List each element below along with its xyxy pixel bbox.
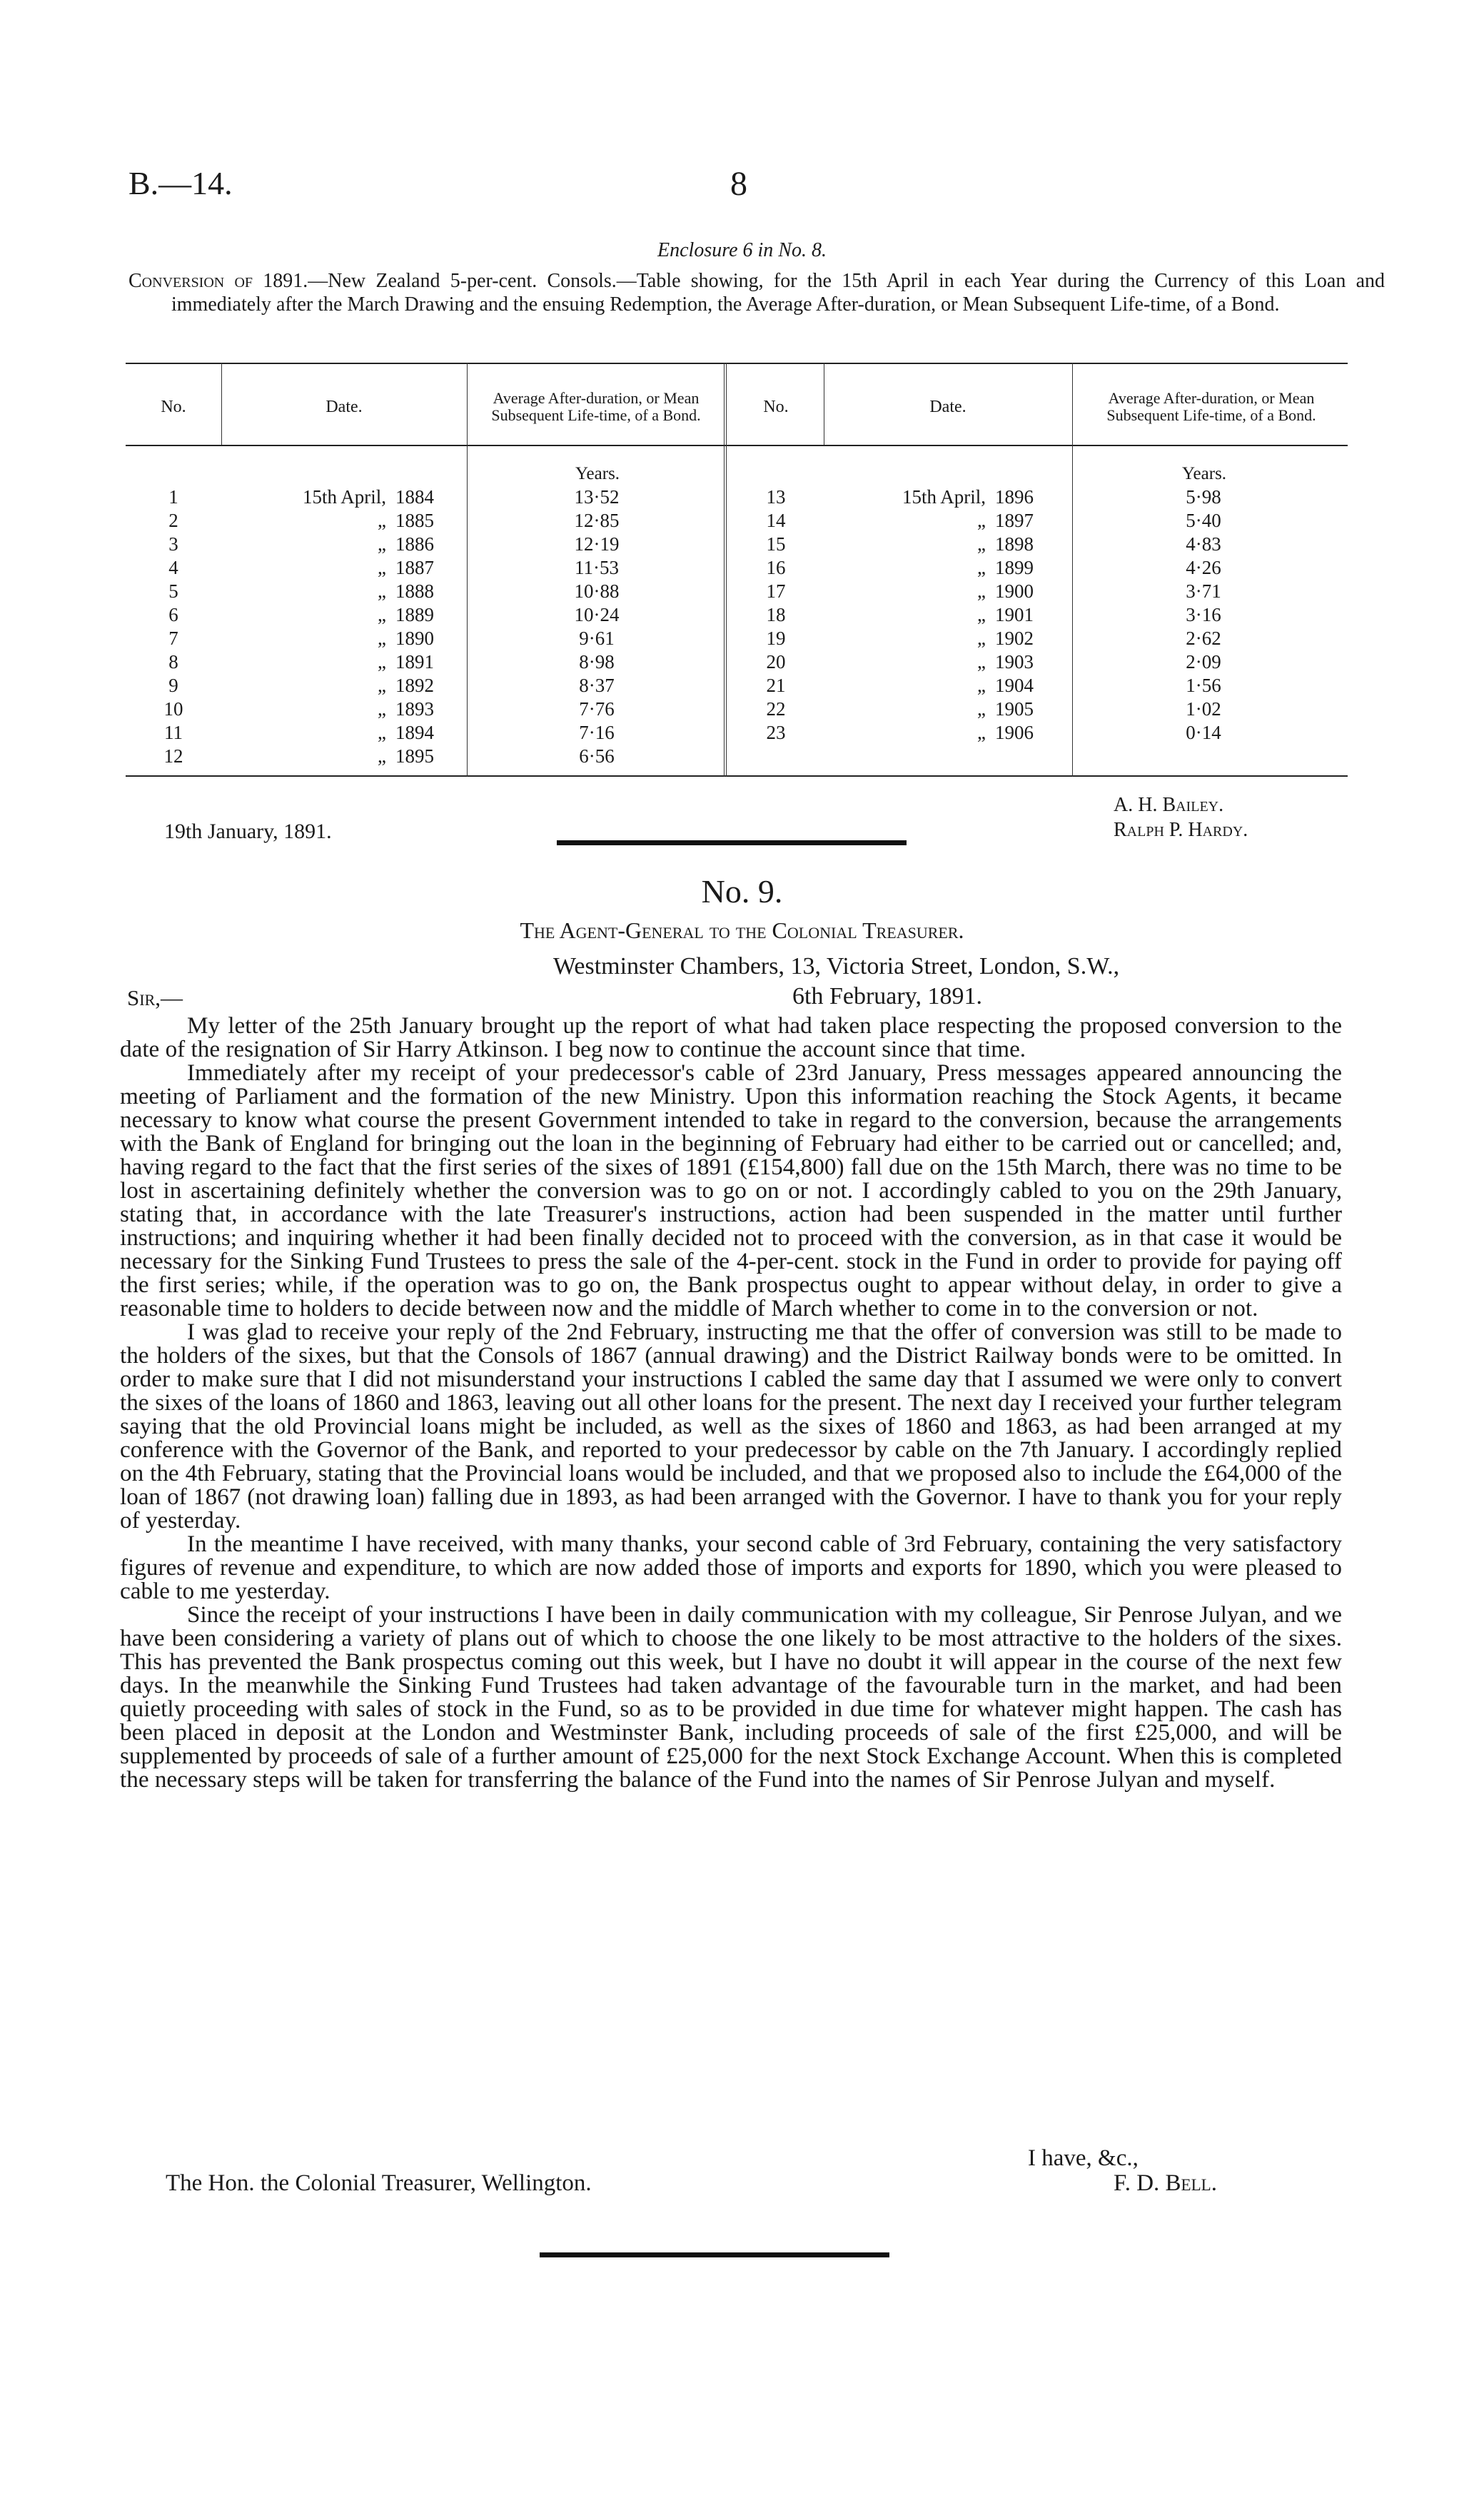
- table-cell-year: 1888: [395, 580, 434, 602]
- table-cell-date-prefix: „: [378, 651, 386, 673]
- table-cell-year: 1889: [395, 604, 434, 625]
- table-cell-no: 23: [766, 722, 786, 743]
- table-cell-date-prefix: 15th April,: [302, 486, 386, 508]
- table-cell-date-prefix: „: [977, 533, 986, 555]
- table-cell-no: 4: [168, 557, 178, 578]
- years-label-left: Years.: [575, 464, 620, 483]
- left-no-column: [126, 485, 221, 768]
- enclosure-signatories: [1114, 792, 1248, 842]
- table-cell-no: 17: [766, 580, 786, 602]
- table-cell-value: 12·85: [574, 510, 620, 531]
- header-no-right: No.: [763, 398, 789, 416]
- table-cell-date-prefix: „: [378, 722, 386, 743]
- table-cell-value: 10·24: [574, 604, 620, 625]
- right-value-column: [1146, 485, 1261, 745]
- table-cell-no: 9: [168, 675, 178, 696]
- table-cell-year: 1891: [395, 651, 434, 673]
- caption-text: —New Zealand 5-per-cent. Consols.—Table showing, for the 15th April in each Year during the Currency of this Loan and immediately after the March Drawing and the ensuing Redemption, the Average After-duration, or Mean Subsequent Life-time, of a Bond.: [171, 270, 1385, 316]
- table-cell-date-prefix: „: [977, 722, 986, 743]
- letter-signature: F. D. Bell.: [1114, 2170, 1217, 2196]
- table-cell-date-prefix: „: [378, 604, 386, 625]
- left-value-column: [540, 485, 654, 768]
- table-cell-no: 11: [164, 722, 183, 743]
- table-cell-value: 13·52: [574, 486, 620, 508]
- table-cell-no: 16: [766, 557, 786, 578]
- table-cell-date-prefix: „: [977, 651, 986, 673]
- table-cell-year: 1904: [995, 675, 1034, 696]
- table-cell-no: 10: [163, 698, 183, 720]
- enclosure-title: Enclosure 6 in No. 8.: [657, 239, 827, 261]
- table-cell-value: 0·14: [1186, 722, 1221, 743]
- table-cell-no: 6: [168, 604, 178, 625]
- years-label-right: Years.: [1182, 464, 1227, 483]
- table-cell-year: 1884: [395, 486, 434, 508]
- table-cell-no: 12: [163, 745, 183, 767]
- table-cell-value: 12·19: [574, 533, 620, 555]
- table-cell-date-prefix: „: [977, 698, 986, 720]
- table-cell-date-prefix: „: [977, 510, 986, 531]
- table-cell-value: 1·02: [1186, 698, 1221, 720]
- table-top-rule: [126, 363, 1348, 364]
- section-separator: [557, 840, 907, 845]
- left-date-prefix-column: [233, 485, 386, 768]
- letter-addressee: The Hon. the Colonial Treasurer, Wellington.: [166, 2170, 592, 2196]
- table-cell-year: 1894: [395, 722, 434, 743]
- letter-paragraph: Immediately after my receipt of your predecessor's cable of 23rd January, Press messages appeared announcing the meeting of Parliament and the formation of the new Ministry. Upon this information reaching the Stock Agents, it became necessary to know what course the present Government intended to take in regard to the conversion, because the arrangements with the Bank of England for bringing out the loan in the beginning of February had either to be carried out or cancelled; and, having regard to the fact that the first series of the sixes of 1891 (£154,800) fall due on the 15th March, there was no time to be lost in ascertaining definitely whether the conversion was to go on or not. I accordingly cabled to you on the 29th January, stating that, in accordance with the late Treasurer's instructions, action had been suspended in the matter until further instructions; and inquiring whether it had been finally decided not to proceed with the conversion, as in that case it would be necessary for the Sinking Fund Trustees to press the sale of the 4-per-cent. stock in the Fund in order to provide for paying off the first series; while, if the operation was to go on, the Bank prospectus ought to appear without delay, in order to give a reasonable time to holders to decide between now and the middle of March whether to come in to the conversion or not.: [120, 1059, 1342, 1321]
- table-cell-year: 1903: [995, 651, 1034, 673]
- table-cell-value: 10·88: [574, 580, 620, 602]
- table-cell-year: 1905: [995, 698, 1034, 720]
- table-cell-no: 1: [168, 486, 178, 508]
- table-cell-year: 1897: [995, 510, 1034, 531]
- header-date-left: Date.: [325, 398, 363, 416]
- document-reference: B.—14.: [128, 165, 233, 201]
- letter-paragraph: Since the receipt of your instructions I have been in daily communication with my colleague, Sir Penrose Julyan, and we have been considering a variety of plans out of which to choose the one likely to be most attractive to the holders of the sixes. This has prevented the Bank prospectus coming out this week, but I have no doubt it will appear in the course of the next few days. In the meanwhile the Sinking Fund Trustees had taken advantage of the favourable turn in the market, and had been quietly proceeding with sales of stock in the Fund, so as to be provided in due time for whatever might happen. The cash has been placed in deposit at the London and Westminster Bank, including proceeds of sale of the first £25,000, and will be supplemented by proceeds of sale of a further amount of £25,000 for the next Stock Exchange Account. When this is completed the necessary steps will be taken for transferring the balance of the Fund into the names of Sir Penrose Julyan and myself.: [120, 1601, 1342, 1793]
- table-cell-date-prefix: „: [378, 510, 386, 531]
- table-cell-value: 7·76: [579, 698, 615, 720]
- table-cell-value: 8·37: [579, 675, 615, 696]
- table-cell-date-prefix: „: [378, 557, 386, 578]
- table-cell-value: 4·83: [1186, 533, 1221, 555]
- letter-body: [120, 1014, 1342, 1791]
- table-caption: [128, 269, 1385, 316]
- table-cell-value: 5·98: [1186, 486, 1221, 508]
- signatory-bailey: A. H. Bailey.: [1114, 794, 1224, 816]
- table-cell-year: 1898: [995, 533, 1034, 555]
- letter-paragraph: My letter of the 25th January brought up the report of what had taken place respecting the proposed conversion to the date of the resignation of Sir Harry Atkinson. I beg now to continue the account since that time.: [120, 1012, 1342, 1062]
- table-cell-value: 3·16: [1186, 604, 1221, 625]
- table-cell-no: 20: [766, 651, 786, 673]
- table-cell-year: 1896: [995, 486, 1034, 508]
- signatory-hardy: Ralph P. Hardy.: [1114, 819, 1248, 841]
- table-cell-no: 15: [766, 533, 786, 555]
- table-cell-no: 19: [766, 628, 786, 649]
- table-cell-value: 2·62: [1186, 628, 1221, 649]
- table-cell-year: 1895: [395, 745, 434, 767]
- table-cell-date-prefix: „: [977, 675, 986, 696]
- table-cell-date-prefix: „: [378, 533, 386, 555]
- table-cell-year: 1885: [395, 510, 434, 531]
- column-divider: [467, 363, 468, 777]
- table-cell-date-prefix: „: [378, 628, 386, 649]
- table-cell-value: 5·40: [1186, 510, 1221, 531]
- right-no-column: [728, 485, 824, 745]
- after-duration-table: [126, 363, 1348, 777]
- table-cell-value: 4·26: [1186, 557, 1221, 578]
- table-cell-value: 6·56: [579, 745, 615, 767]
- table-cell-year: 1901: [995, 604, 1034, 625]
- table-cell-date-prefix: „: [378, 745, 386, 767]
- page-number: 8: [730, 165, 747, 203]
- letter-closing: I have, &c.,: [1028, 2145, 1139, 2171]
- table-cell-value: 3·71: [1186, 580, 1221, 602]
- table-cell-year: 1890: [395, 628, 434, 649]
- table-cell-date-prefix: 15th April,: [902, 486, 986, 508]
- table-cell-year: 1893: [395, 698, 434, 720]
- header-date-right: Date.: [929, 398, 966, 416]
- table-cell-no: 5: [168, 580, 178, 602]
- table-cell-value: 7·16: [579, 722, 615, 743]
- table-cell-date-prefix: „: [378, 675, 386, 696]
- header-no-left: No.: [161, 398, 186, 416]
- table-cell-date-prefix: „: [977, 604, 986, 625]
- table-cell-no: 14: [766, 510, 786, 531]
- table-cell-value: 1·56: [1186, 675, 1221, 696]
- column-divider: [1072, 363, 1073, 777]
- letter-from-to: The Agent-General to the Colonial Treasurer.: [520, 917, 964, 943]
- table-cell-no: 22: [766, 698, 786, 720]
- caption-lead: Conversion of 1891.: [128, 270, 308, 292]
- table-cell-no: 13: [766, 486, 786, 508]
- left-year-column: [395, 485, 460, 768]
- table-cell-year: 1906: [995, 722, 1034, 743]
- table-cell-year: 1887: [395, 557, 434, 578]
- right-date-prefix-column: [832, 485, 986, 745]
- table-cell-value: 11·53: [575, 557, 619, 578]
- table-cell-year: 1902: [995, 628, 1034, 649]
- letter-date: 6th February, 1891.: [792, 983, 982, 1009]
- right-year-column: [995, 485, 1059, 745]
- table-cell-date-prefix: „: [977, 557, 986, 578]
- enclosure-date: 19th January, 1891.: [164, 820, 332, 843]
- page-header: [128, 164, 1349, 214]
- header-avg-right: Average After-duration, or Mean Subsequent Life-time, of a Bond.: [1106, 389, 1316, 424]
- table-cell-value: 2·09: [1186, 651, 1221, 673]
- table-cell-no: 21: [766, 675, 786, 696]
- table-cell-date-prefix: „: [977, 628, 986, 649]
- table-header-rule: [126, 445, 1348, 446]
- end-separator: [540, 2252, 889, 2257]
- table-cell-date-prefix: „: [378, 698, 386, 720]
- table-cell-no: 18: [766, 604, 786, 625]
- table-cell-no: 7: [168, 628, 178, 649]
- table-cell-value: 8·98: [579, 651, 615, 673]
- table-cell-year: 1899: [995, 557, 1034, 578]
- table-cell-no: 8: [168, 651, 178, 673]
- column-center-divider: [724, 363, 727, 777]
- table-cell-no: 3: [168, 533, 178, 555]
- table-bottom-rule: [126, 775, 1348, 777]
- table-cell-date-prefix: „: [378, 580, 386, 602]
- table-cell-year: 1886: [395, 533, 434, 555]
- header-avg-left: Average After-duration, or Mean Subsequent Life-time, of a Bond.: [491, 389, 701, 424]
- table-cell-year: 1900: [995, 580, 1034, 602]
- letter-paragraph: In the meantime I have received, with many thanks, your second cable of 3rd February, containing the very satisfactory figures of revenue and expenditure, to which are now added those of imports and exports for 1890, which you were pleased to cable to me yesterday.: [120, 1531, 1342, 1604]
- letter-number: No. 9.: [701, 873, 783, 910]
- letter-salutation: Sir,—: [127, 985, 183, 1010]
- table-cell-date-prefix: „: [977, 580, 986, 602]
- table-cell-no: 2: [168, 510, 178, 531]
- table-cell-value: 9·61: [579, 628, 615, 649]
- letter-paragraph: I was glad to receive your reply of the 2nd February, instructing me that the offer of conversion was still to be made to the holders of the sixes, but that the Consols of 1867 (annual drawing) and the District Railway bonds were to be omitted. In order to make sure that I did not misunderstand your instructions I cabled the same day that I assumed we were only to convert the sixes of the loans of 1860 and 1863, leaving out all other loans for the present. The next day I received your further telegram saying that the old Provincial loans might be included, as well as the sixes of 1860 and 1863, as had been arranged at my conference with the Governor of the Bank, and reported to your predecessor by cable on the 7th January. I accordingly replied on the 4th February, stating that the Provincial loans would be included, and that we proposed also to include the £64,000 of the loan of 1867 (not drawing loan) falling due in 1893, as had been arranged with the Governor. I have to thank you for your reply of yesterday.: [120, 1319, 1342, 1534]
- table-cell-year: 1892: [395, 675, 434, 696]
- letter-address: Westminster Chambers, 13, Victoria Street, London, S.W.,: [553, 953, 1120, 979]
